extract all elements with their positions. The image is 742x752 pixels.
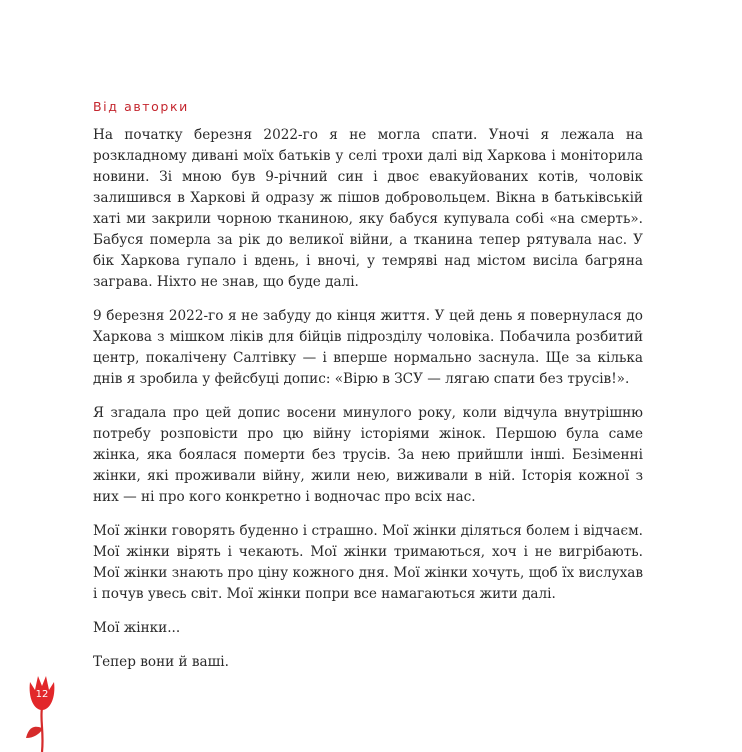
tulip-icon [18,668,66,752]
paragraph-4: Мої жінки говорять буденно і страшно. Мої жінки діляться болем і відчаєм. Мої жінки вірять і чекають. Мої жінки тримаються, хоч і не вигрібають. Мої жінки знають про ціну кожного дня. Мої жінки хочуть, щоб їх вислухав і почув увесь світ. Мої жінки попри все намагаються жити далі. [93,523,643,602]
body-text [93,125,643,686]
paragraph-3: Я згадала про цей допис восени минулого року, коли відчула внутрішню потребу розповісти про цю війну історіями жінок. Першою була саме жінка, яка боялася померти без трусів. За нею прийшли інші. Безіменні жінки, які проживали війну, жили нею, виживали в ній. Історія кожної з них — ні про кого конкретно і водночас про всіх нас. [93,405,643,505]
paragraph-6: Тепер вони й ваші. [93,654,229,670]
section-heading: Від авторки [93,99,189,114]
paragraph-5: Мої жінки... [93,620,181,636]
paragraph-2: 9 березня 2022-го я не забуду до кінця життя. У цей день я повернулася до Харкова з мішком ліків для бійців підрозділу чоловіка. Побачила розбитий центр, покалічену Салтівку — і вперше нормально заснула. Ще за кілька днів я зробила у фейсбуці допис: «Вірю в ЗСУ — лягаю спати без трусів!». [93,308,643,387]
page-number: 12 [35,689,49,700]
paragraph-1: На початку березня 2022-го я не могла спати. Уночі я лежала на розкладному дивані моїх батьків у селі трохи далі від Харкова і моніторила новини. Зі мною був 9-річний син і двоє евакуйованих котів, чоловік залишився в Харкові й одразу ж пішов добровольцем. Вікна в батьківській хаті ми закрили чорною тканиною, яку бабуся купувала собі «на смерть». Бабуся померла за рік до великої війни, а тканина тепер рятувала нас. У бік Харкова гупало і вдень, і вночі, у темряві над містом висіла багряна заграва. Ніхто не знав, що буде далі. [93,127,643,290]
